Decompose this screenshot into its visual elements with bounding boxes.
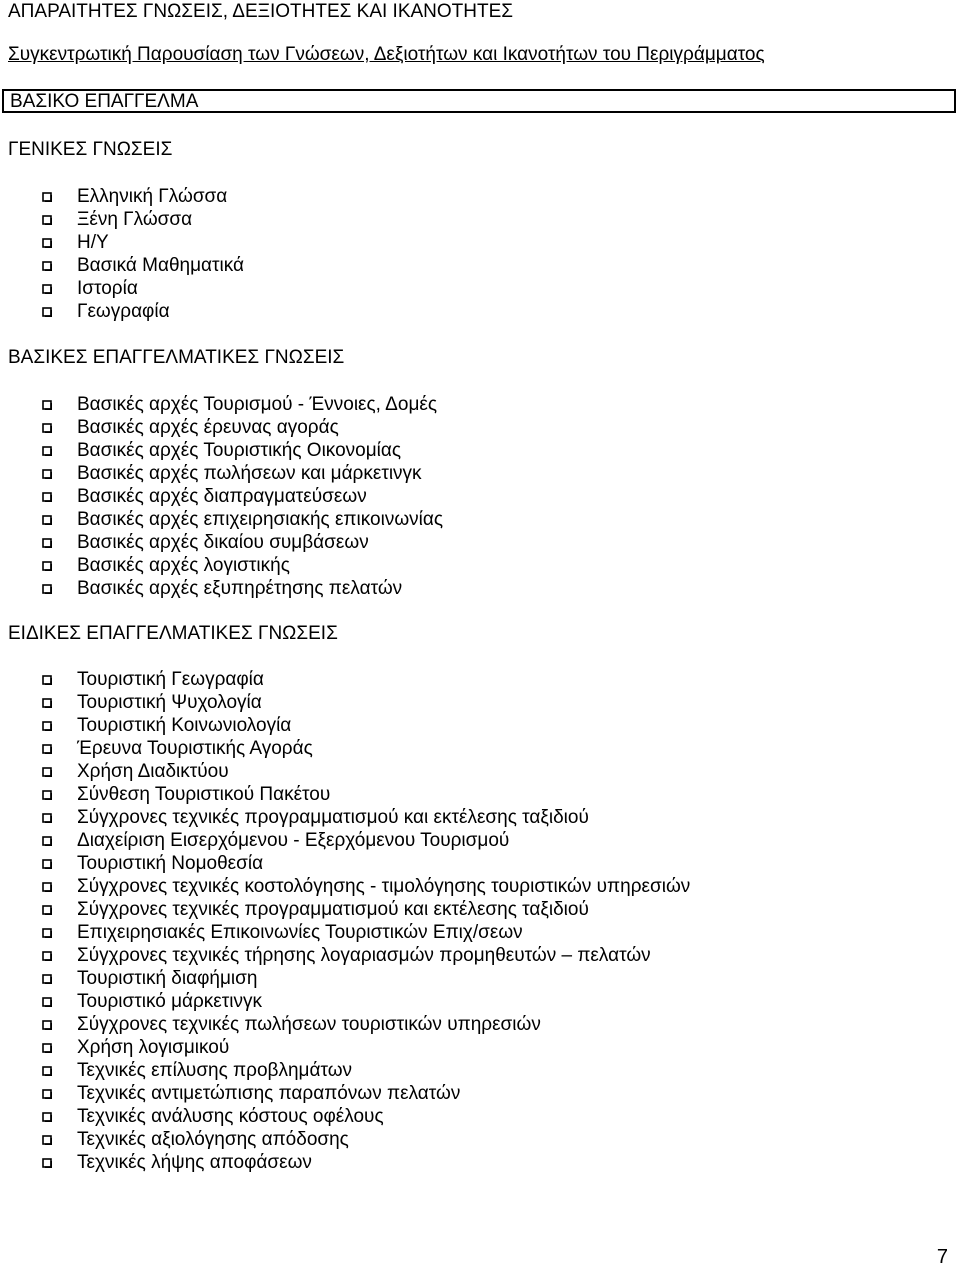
list-item-label: Η/Υ: [77, 232, 109, 253]
list-item-label: Τουριστική Νομοθεσία: [77, 853, 264, 874]
checkbox-bullet-icon: [42, 1020, 52, 1030]
list-item-label: Βασικές αρχές λογιστικής: [77, 555, 290, 576]
list-item-label: Τεχνικές λήψης αποφάσεων: [77, 1152, 312, 1173]
checkbox-bullet-icon: [42, 561, 52, 571]
checkbox-bullet-icon: [42, 192, 52, 202]
list-item-label: Βασικές αρχές πωλήσεων και μάρκετινγκ: [77, 463, 422, 484]
list-item-label: Τουριστική Κοινωνιολογία: [77, 715, 292, 736]
checkbox-bullet-icon: [42, 238, 52, 248]
list-item-label: Τεχνικές ανάλυσης κόστους οφέλους: [77, 1106, 384, 1127]
checkbox-bullet-icon: [42, 767, 52, 777]
checkbox-bullet-icon: [42, 215, 52, 225]
checkbox-bullet-icon: [42, 1089, 52, 1099]
checkbox-bullet-icon: [42, 698, 52, 708]
checkbox-bullet-icon: [42, 538, 52, 548]
group-heading-general: ΓΕΝΙΚΕΣ ΓΝΩΣΕΙΣ: [8, 139, 173, 160]
list-item-label: Σύγχρονες τεχνικές προγραμματισμού και εκτέλεσης ταξιδιού: [77, 807, 589, 828]
checkbox-bullet-icon: [42, 882, 52, 892]
list-item-label: Σύγχρονες τεχνικές πωλήσεων τουριστικών υπηρεσιών: [77, 1014, 541, 1035]
checkbox-bullet-icon: [42, 515, 52, 525]
list-item-label: Ιστορία: [77, 278, 138, 299]
list-item-label: Ελληνική Γλώσσα: [77, 186, 228, 207]
page-title: ΑΠΑΡΑΙΤΗΤΕΣ ΓΝΩΣΕΙΣ, ΔΕΞΙΟΤΗΤΕΣ ΚΑΙ ΙΚΑΝΟΤΗΤΕΣ: [8, 1, 514, 22]
checkbox-bullet-icon: [42, 951, 52, 961]
list-item-label: Τουριστικό μάρκετινγκ: [77, 991, 263, 1012]
checkbox-bullet-icon: [42, 469, 52, 479]
list-item-label: Τεχνικές αντιμετώπισης παραπόνων πελατών: [77, 1083, 461, 1104]
section-label: ΒΑΣΙΚΟ ΕΠΑΓΓΕΛΜΑ: [10, 91, 199, 112]
checkbox-bullet-icon: [42, 813, 52, 823]
checkbox-bullet-icon: [42, 584, 52, 594]
list-item-label: Διαχείριση Εισερχόμενου - Εξερχόμενου Τουρισμού: [77, 830, 510, 851]
checkbox-bullet-icon: [42, 928, 52, 938]
list-item-label: Βασικές αρχές εξυπηρέτησης πελατών: [77, 578, 403, 599]
checkbox-bullet-icon: [42, 423, 52, 433]
list-item-label: Έρευνα Τουριστικής Αγοράς: [77, 738, 313, 759]
checkbox-bullet-icon: [42, 1112, 52, 1122]
checkbox-bullet-icon: [42, 997, 52, 1007]
list-item-label: Ξένη Γλώσσα: [77, 209, 193, 230]
checkbox-bullet-icon: [42, 905, 52, 915]
checkbox-bullet-icon: [42, 1043, 52, 1053]
checkbox-bullet-icon: [42, 400, 52, 410]
list-item-label: Βασικές αρχές δικαίου συμβάσεων: [77, 532, 369, 553]
list-item-label: Γεωγραφία: [77, 301, 170, 322]
checkbox-bullet-icon: [42, 492, 52, 502]
checkbox-bullet-icon: [42, 721, 52, 731]
list-item-label: Χρήση λογισμικού: [77, 1037, 230, 1058]
list-item-label: Τουριστική Γεωγραφία: [77, 669, 264, 690]
list-item-label: Βασικές αρχές Τουρισμού - Έννοιες, Δομές: [77, 394, 438, 415]
list-item-label: Τουριστική διαφήμιση: [77, 968, 258, 989]
checkbox-bullet-icon: [42, 307, 52, 317]
checkbox-bullet-icon: [42, 859, 52, 869]
list-item-label: Επιχειρησιακές Επικοινωνίες Τουριστικών Επιχ/σεων: [77, 922, 523, 943]
list-item-label: Σύνθεση Τουριστικού Πακέτου: [77, 784, 331, 805]
list-item-label: Βασικές αρχές Τουριστικής Οικονομίας: [77, 440, 402, 461]
group-heading-basic-professional: ΒΑΣΙΚΕΣ ΕΠΑΓΓΕΛΜΑΤΙΚΕΣ ΓΝΩΣΕΙΣ: [8, 347, 345, 368]
list-item-label: Βασικά Μαθηματικά: [77, 255, 244, 276]
list-item-label: Χρήση Διαδικτύου: [77, 761, 229, 782]
list-item-label: Βασικές αρχές έρευνας αγοράς: [77, 417, 339, 438]
checkbox-bullet-icon: [42, 1066, 52, 1076]
list-item-label: Τεχνικές επίλυσης προβλημάτων: [77, 1060, 353, 1081]
checkbox-bullet-icon: [42, 744, 52, 754]
list-item-label: Σύγχρονες τεχνικές κοστολόγησης - τιμολόγησης τουριστικών υπηρεσιών: [77, 876, 691, 897]
checkbox-bullet-icon: [42, 790, 52, 800]
checkbox-bullet-icon: [42, 261, 52, 271]
list-item-label: Βασικές αρχές διαπραγματεύσεων: [77, 486, 367, 507]
checkbox-bullet-icon: [42, 675, 52, 685]
list-item-label: Σύγχρονες τεχνικές προγραμματισμού και εκτέλεσης ταξιδιού: [77, 899, 589, 920]
checkbox-bullet-icon: [42, 1158, 52, 1168]
checkbox-bullet-icon: [42, 974, 52, 984]
checkbox-bullet-icon: [42, 284, 52, 294]
list-item-label: Τουριστική Ψυχολογία: [77, 692, 262, 713]
list-item-label: Βασικές αρχές επιχειρησιακής επικοινωνίας: [77, 509, 444, 530]
checkbox-bullet-icon: [42, 836, 52, 846]
checkbox-bullet-icon: [42, 1135, 52, 1145]
list-item-label: Τεχνικές αξιολόγησης απόδοσης: [77, 1129, 349, 1150]
checkbox-bullet-icon: [42, 446, 52, 456]
page-number: 7: [936, 1246, 948, 1268]
group-heading-specialized-professional: ΕΙΔΙΚΕΣ ΕΠΑΓΓΕΛΜΑΤΙΚΕΣ ΓΝΩΣΕΙΣ: [8, 623, 338, 644]
summary-title: Συγκεντρωτική Παρουσίαση των Γνώσεων, Δεξιοτήτων και Ικανοτήτων του Περιγράμματος: [8, 44, 765, 65]
list-item-label: Σύγχρονες τεχνικές τήρησης λογαριασμών προμηθευτών – πελατών: [77, 945, 651, 966]
